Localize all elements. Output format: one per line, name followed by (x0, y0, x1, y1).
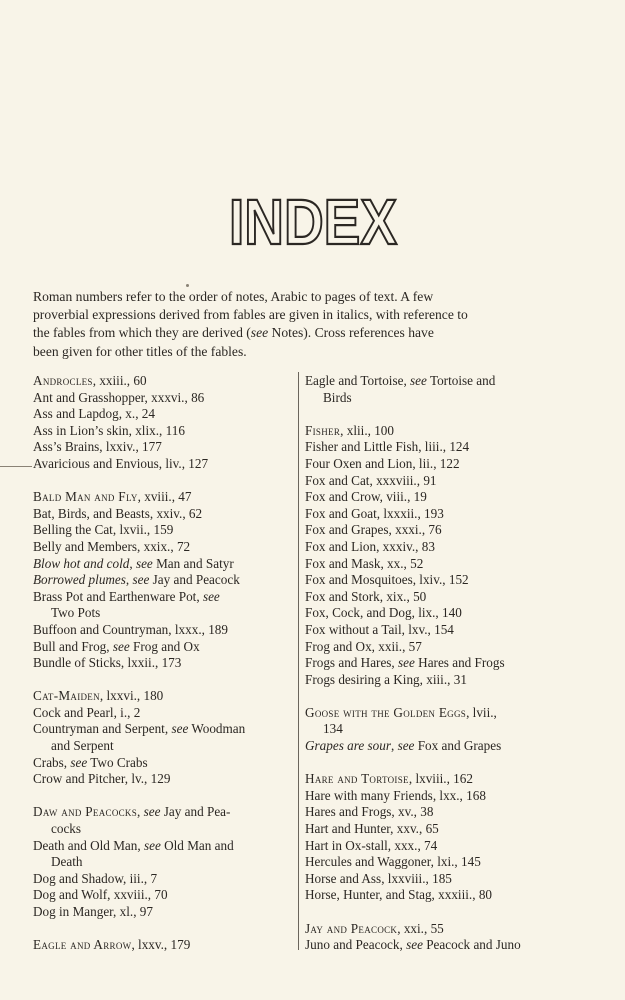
index-entry: Androcles, xxiii., 60 (33, 373, 147, 388)
index-entry: Brass Pot and Earthenware Pot, see Two Pots (33, 588, 220, 621)
index-column-right (305, 373, 563, 954)
intro-line: Roman numbers refer to the order of notes, Arabic to pages of text. A few (33, 289, 434, 304)
index-entry: Fox and Mosquitoes, lxiv., 152 (305, 572, 469, 588)
margin-mark (0, 466, 32, 467)
index-entry: Fox and Grapes, xxxi., 76 (305, 522, 442, 538)
index-entry: Ant and Grasshopper, xxxvi., 86 (33, 389, 205, 405)
index-entry: Hercules and Waggoner, lxi., 145 (305, 854, 481, 870)
index-entry: Daw and Peacocks, see Jay and Pea- cocks (33, 804, 231, 837)
column-divider (298, 372, 299, 950)
index-entry: Countryman and Serpent, see Woodman and Serpent (33, 721, 246, 754)
index-entry: Fox and Mask, xx., 52 (305, 555, 424, 571)
index-entry: Belly and Members, xxix., 72 (33, 538, 191, 554)
index-entry: Fox and Cat, xxxviii., 91 (305, 472, 437, 488)
index-entry: Avaricious and Envious, liv., 127 (33, 455, 209, 471)
index-entry: Ass and Lapdog, x., 24 (33, 406, 155, 422)
section-gap (33, 473, 295, 490)
index-entry: Goose with the Golden Eggs, lvii., 134 (305, 704, 497, 737)
index-entry: Grapes are sour, see Fox and Grapes (305, 738, 502, 754)
index-entry: Crow and Pitcher, lv., 129 (33, 771, 171, 787)
index-entry: Frog and Ox, xxii., 57 (305, 638, 422, 654)
index-entry: Crabs, see Two Crabs (33, 754, 148, 770)
index-entry: Jay and Peacock, xxi., 55 (305, 920, 444, 936)
index-entry: Cock and Pearl, i., 2 (33, 704, 141, 720)
intro-line: the fables from which they are derived (see Notes). Cross references have (33, 325, 434, 341)
index-entry: Fisher and Little Fish, liii., 124 (305, 439, 470, 455)
index-column-left (33, 373, 295, 954)
section-gap (33, 921, 295, 938)
intro-line: proverbial expressions derived from fables are given in italics, with reference to (33, 307, 468, 323)
heading-text: INDEX (228, 186, 397, 258)
index-entry: Ass’s Brains, lxxiv., 177 (33, 439, 162, 455)
section-gap (33, 672, 295, 689)
index-entry: Fox and Goat, lxxxii., 193 (305, 505, 444, 521)
index-entry: Death and Old Man, see Old Man and Death (33, 837, 234, 870)
page-title (0, 188, 625, 259)
index-entry: Fox and Crow, viii., 19 (305, 489, 427, 505)
index-entry: Fox without a Tail, lxv., 154 (305, 621, 454, 637)
index-entry: Horse and Ass, lxxviii., 185 (305, 870, 452, 886)
index-entry: Cat-Maiden, lxxvi., 180 (33, 688, 164, 704)
index-entry: Ass in Lion’s skin, xlix., 116 (33, 422, 185, 438)
index-entry: Dog and Shadow, iii., 7 (33, 870, 158, 886)
index-entry: Frogs and Hares, see Hares and Frogs (305, 655, 505, 671)
index-entry: Hares and Frogs, xv., 38 (305, 804, 434, 820)
index-entry: Hart and Hunter, xxv., 65 (305, 821, 439, 837)
section-gap (305, 755, 563, 772)
index-entry: Hart in Ox-stall, xxx., 74 (305, 837, 438, 853)
index-heading-graphic (223, 186, 403, 258)
intro-paragraph (33, 288, 563, 361)
index-entry: Juno and Peacock, see Peacock and Juno (305, 937, 521, 953)
index-entry: Frogs desiring a King, xiii., 31 (305, 671, 467, 687)
index-entry: Four Oxen and Lion, lii., 122 (305, 455, 460, 471)
section-gap (33, 788, 295, 805)
section-gap (305, 406, 563, 423)
index-entry: Hare and Tortoise, lxviii., 162 (305, 771, 473, 787)
index-entry: Bundle of Sticks, lxxii., 173 (33, 655, 182, 671)
index-entry: Borrowed plumes, see Jay and Peacock (33, 572, 240, 588)
index-entry: Fox, Cock, and Dog, lix., 140 (305, 605, 462, 621)
index-entry: Hare with many Friends, lxx., 168 (305, 787, 486, 803)
section-gap (305, 904, 563, 921)
index-entry: Dog and Wolf, xxviii., 70 (33, 887, 168, 903)
index-entry: Fox and Lion, xxxiv., 83 (305, 538, 435, 554)
index-entry: Horse, Hunter, and Stag, xxxiii., 80 (305, 887, 493, 903)
index-entry: Dog in Manger, xl., 97 (33, 904, 153, 919)
intro-line: been given for other titles of the fables. (33, 343, 247, 359)
index-entry: Eagle and Arrow, lxxv., 179 (33, 937, 191, 953)
index-entry: Buffoon and Countryman, lxxx., 189 (33, 621, 228, 637)
index-entry: Fisher, xlii., 100 (305, 422, 394, 438)
index-entry: Bald Man and Fly, xviii., 47 (33, 489, 192, 505)
ink-speck (186, 284, 189, 287)
index-entry: Bat, Birds, and Beasts, xxiv., 62 (33, 505, 203, 521)
index-entry: Fox and Stork, xix., 50 (305, 588, 427, 604)
index-entry: Blow hot and cold, see Man and Satyr (33, 555, 234, 571)
index-entry: Bull and Frog, see Frog and Ox (33, 638, 200, 654)
index-entry: Belling the Cat, lxvii., 159 (33, 522, 174, 538)
index-entry: Eagle and Tortoise, see Tortoise and Birds (305, 373, 496, 405)
section-gap (305, 688, 563, 705)
